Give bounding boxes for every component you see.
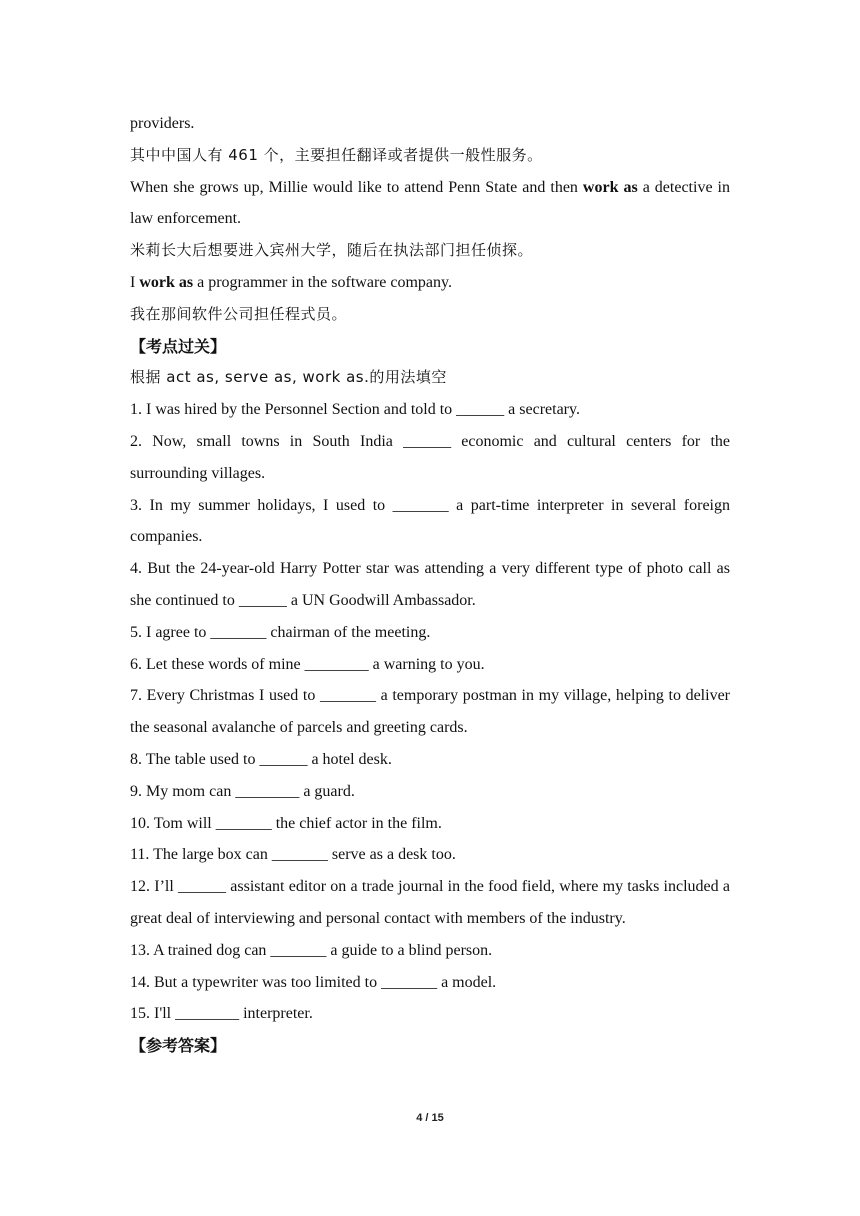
page-number: 4 / 15 bbox=[416, 1112, 444, 1124]
example-text-part: a programmer in the software company. bbox=[193, 273, 452, 291]
answer-section-title: 【参考答案】 bbox=[130, 1036, 227, 1056]
example-text bbox=[130, 267, 730, 299]
example-translation: 其中中国人有 461 个，主要担任翻译或者提供一般性服务。 bbox=[130, 145, 543, 164]
keyword-work-as: work as bbox=[582, 178, 638, 196]
example-translation: 我在那间软件公司担任程式员。 bbox=[130, 304, 348, 323]
example-text-part: a detective in law enforcement. bbox=[130, 178, 730, 228]
question-item: 14. But a typewriter was too limited to _______ a model. bbox=[130, 973, 497, 991]
question-item: 5. I agree to _______ chairman of the meeting. bbox=[130, 623, 431, 641]
question-item: 1. I was hired by the Personnel Section and told to ______ a secretary. bbox=[130, 401, 580, 419]
example-text bbox=[130, 172, 730, 236]
section-title: 【考点过关】 bbox=[130, 336, 227, 356]
question-item: 7. Every Christmas I used to _______ a temporary postman in my village, helping to deliver the seasonal avalanche of parcels and greeting cards. bbox=[130, 687, 730, 737]
keyword-work-as: work as bbox=[139, 273, 194, 291]
question-item: 13. A trained dog can _______ a guide to a blind person. bbox=[130, 941, 493, 959]
question-item: 11. The large box can _______ serve as a desk too. bbox=[130, 846, 456, 864]
example-text-part: I bbox=[130, 273, 140, 291]
question-item: 3. In my summer holidays, I used to _______ a part-time interpreter in several foreign companies. bbox=[130, 496, 730, 546]
exercise-instruction: 根据 act as, serve as, work as.的用法填空 bbox=[130, 368, 447, 387]
question-item: 2. Now, small towns in South India ______ economic and cultural centers for the surrounding villages. bbox=[130, 432, 730, 482]
question-item: 8. The table used to ______ a hotel desk. bbox=[130, 750, 392, 768]
document-body bbox=[130, 108, 730, 1062]
question-item: 10. Tom will _______ the chief actor in the film. bbox=[130, 814, 442, 832]
example-text-part: When she grows up, Millie would like to attend Penn State and then bbox=[130, 178, 583, 196]
question-item: 6. Let these words of mine ________ a warning to you. bbox=[130, 655, 485, 673]
example-translation: 米莉长大后想要进入宾州大学，随后在执法部门担任侦探。 bbox=[130, 241, 534, 260]
question-item: 9. My mom can ________ a guard. bbox=[130, 782, 355, 800]
question-item: 4. But the 24-year-old Harry Potter star was attending a very different type of photo call as she continued to ______ a UN Goodwill Ambassador. bbox=[130, 560, 730, 609]
question-item: 12. I’ll ______ assistant editor on a trade journal in the food field, where my tasks included a great deal of interviewing and personal contact with members of the industry. bbox=[130, 878, 730, 927]
question-item: 15. I'll ________ interpreter. bbox=[130, 1005, 313, 1023]
example-text: providers. bbox=[130, 115, 195, 132]
